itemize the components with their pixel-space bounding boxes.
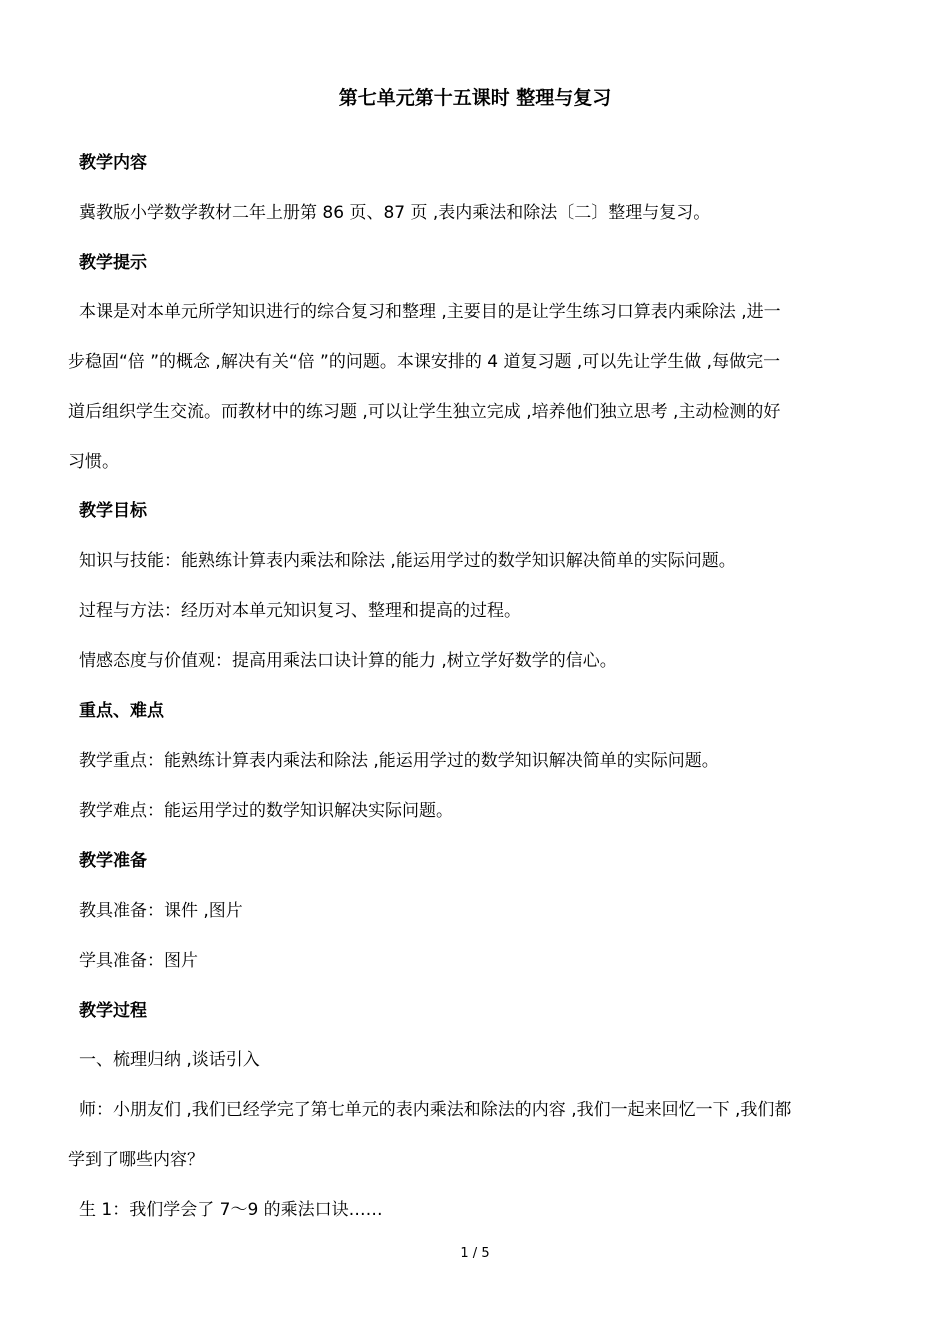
- key-point: 教学重点：能熟练计算表内乘法和除法 ,能运用学过的数学知识解决简单的实际问题。: [79, 751, 719, 771]
- content-heading: 教学内容: [79, 153, 147, 173]
- goals-heading: 教学目标: [79, 501, 147, 521]
- process-heading: 教学过程: [79, 1001, 147, 1021]
- teacher-line-1: 师：小朋友们 ,我们已经学完了第七单元的表内乘法和除法的内容 ,我们一起来回忆一下 ,我们都: [79, 1100, 792, 1120]
- tips-line-4: 习惯。: [68, 452, 119, 472]
- teacher-line-2: 学到了哪些内容？: [68, 1150, 204, 1170]
- difficult-point: 教学难点：能运用学过的数学知识解决实际问题。: [79, 801, 453, 821]
- goal-process: 过程与方法：经历对本单元知识复习、整理和提高的过程。: [79, 601, 521, 621]
- prep-teacher: 教具准备：课件 ,图片: [79, 901, 243, 921]
- page-number: 1 / 5: [460, 1246, 490, 1261]
- tips-line-2: 步稳固“倍 ”的概念 ,解决有关“倍 ”的问题。本课安排的 4 道复习题 ,可以先让学生做 ,每做完一: [68, 352, 781, 372]
- goal-emotion: 情感态度与价值观：提高用乘法口诀计算的能力 ,树立学好数学的信心。: [79, 651, 617, 671]
- tips-line-3: 道后组织学生交流。而教材中的练习题 ,可以让学生独立完成 ,培养他们独立思考 ,主动检测的好: [68, 402, 781, 422]
- goal-knowledge: 知识与技能：能熟练计算表内乘法和除法 ,能运用学过的数学知识解决简单的实际问题。: [79, 551, 736, 571]
- tips-line-1: 本课是对本单元所学知识进行的综合复习和整理 ,主要目的是让学生练习口算表内乘除法 ,进一: [79, 302, 781, 322]
- page-title: 第七单元第十五课时 整理与复习: [338, 87, 612, 109]
- content-text: 冀教版小学数学教材二年上册第 86 页、87 页 ,表内乘法和除法〔二〕整理与复习。: [79, 203, 711, 223]
- student-one: 生 1：我们学会了 7～9 的乘法口诀……: [79, 1200, 383, 1220]
- prep-student: 学具准备：图片: [79, 951, 198, 971]
- prep-heading: 教学准备: [79, 851, 147, 871]
- step-one: 一、梳理归纳 ,谈话引入: [79, 1050, 260, 1070]
- tips-heading: 教学提示: [79, 253, 147, 273]
- key-heading: 重点、难点: [79, 701, 164, 721]
